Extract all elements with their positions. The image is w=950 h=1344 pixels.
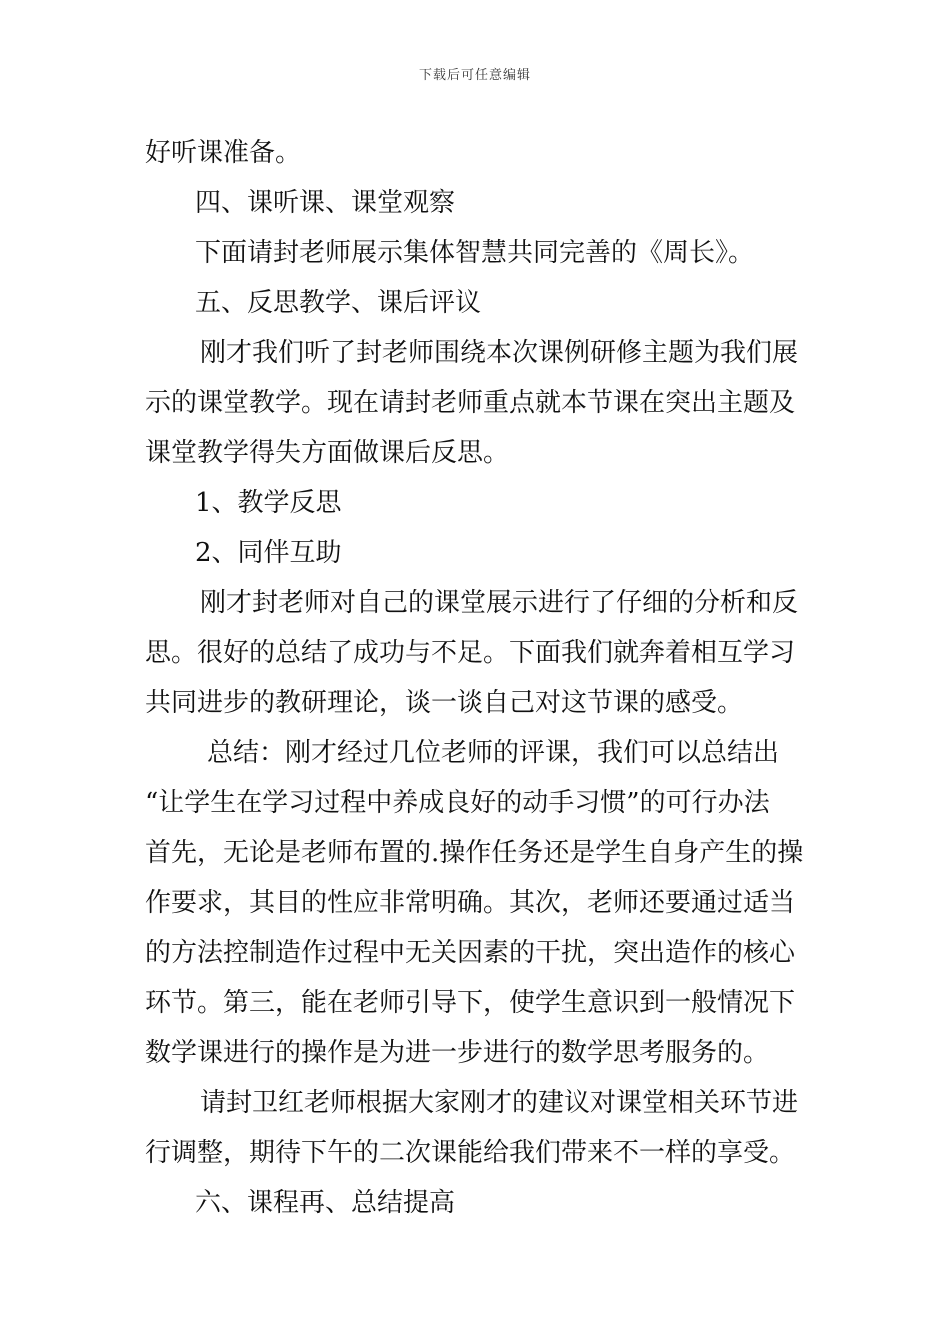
- section-heading: 五、反思教学、课后评议: [195, 288, 482, 318]
- text-line: 总结：刚才经过几位老师的评课，我们可以总结出: [207, 738, 780, 768]
- text-line: 请封卫红老师根据大家刚才的建议对课堂相关环节进: [200, 1088, 799, 1118]
- section-heading: 四、课听课、课堂观察: [195, 188, 456, 218]
- text-line: 行调整，期待下午的二次课能给我们带来不一样的享受。: [145, 1138, 796, 1168]
- text-line: 下面请封老师展示集体智慧共同完善的《周长》。: [195, 238, 755, 268]
- text-line: 共同进步的教研理论，谈一谈自己对这节课的感受。: [145, 688, 744, 718]
- document-body: [145, 128, 810, 1228]
- text-line: 课堂教学得失方面做课后反思。: [145, 438, 510, 468]
- text-line: 环节。第三，能在老师引导下，使学生意识到一般情况下: [145, 988, 796, 1018]
- text-line: 刚才封老师对自己的课堂展示进行了仔细的分析和反: [200, 588, 799, 618]
- subsection-heading: 1、教学反思: [195, 488, 342, 518]
- page-header: 下载后可任意编辑: [418, 68, 531, 83]
- subsection-heading: 2、同伴互助: [195, 538, 342, 568]
- section-heading: 六、课程再、总结提高: [195, 1188, 456, 1218]
- text-line: 首先，无论是老师布置的.操作任务还是学生自身产生的操: [145, 838, 804, 868]
- text-line: 的方法控制造作过程中无关因素的干扰，突出造作的核心: [145, 938, 796, 968]
- text-line: 示的课堂教学。现在请封老师重点就本节课在突出主题及: [145, 388, 796, 418]
- text-line: 好听课准备。: [145, 138, 302, 168]
- text-line: 数学课进行的操作是为进一步进行的数学思考服务的。: [145, 1038, 770, 1068]
- text-line: 思。很好的总结了成功与不足。下面我们就奔着相互学习: [145, 638, 796, 668]
- text-line: 作要求，其目的性应非常明确。其次，老师还要通过适当: [145, 888, 796, 918]
- text-line: “让学生在学习过程中养成良好的动手习惯”的可行办法: [145, 788, 770, 818]
- text-line: 刚才我们听了封老师围绕本次课例研修主题为我们展: [200, 338, 799, 368]
